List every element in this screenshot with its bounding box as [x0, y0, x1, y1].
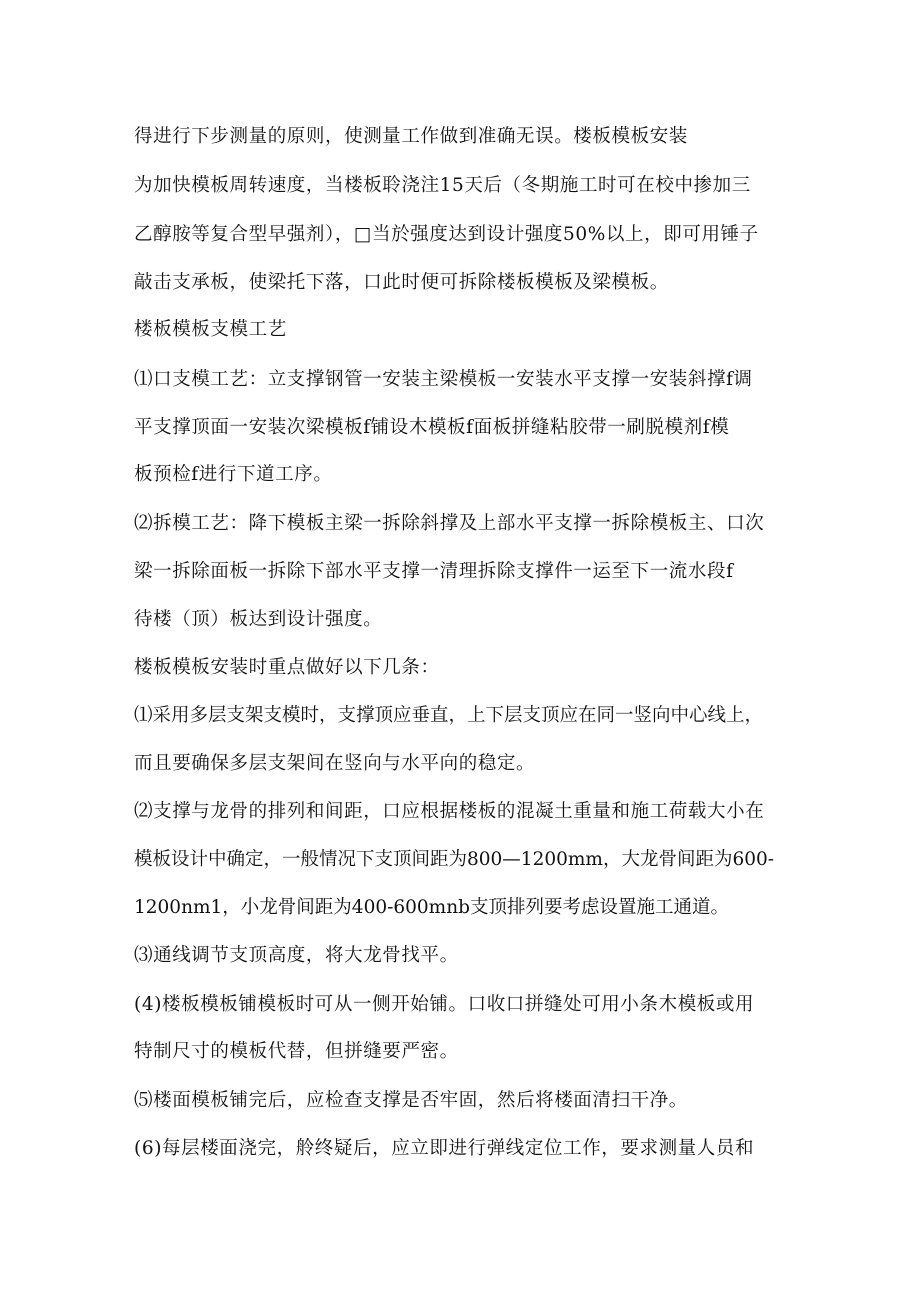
text-line-14: 而且要确保多层支架间在竖向与水平向的稳定。: [134, 753, 536, 774]
text-line-2: 为加快模板周转速度，当楼板聆浇注15天后（冬期施工时可在校中掺加三: [134, 175, 751, 196]
text-line-8: 板预检f进行下道工序。: [134, 464, 333, 485]
text-line-1: 得进行下步测量的原则，使测量工作做到准确无误。楼板模板安装: [134, 126, 688, 147]
text-line-22: (6)每层楼面浇完，舲终疑后，应立即进行弹线定位工作，要求测量人员和: [134, 1138, 755, 1159]
text-line-21: ⑸楼面模板铺完后，应检查支撑是否牢固，然后将楼面清扫干净。: [134, 1090, 688, 1111]
text-line-13: ⑴采用多层支架支模时，支撑顶应垂直，上下层支顶应在同一竖向中心线上，: [134, 705, 764, 726]
text-line-10: 梁一拆除面板一拆除下部水平支撑一清理拆除支撑件一运至下一流水段f: [134, 561, 734, 582]
text-line-7: 平支撑顶面一安装次梁模板f铺设木模板f面板拼缝粘胶带一刷脱模剂f模: [134, 417, 730, 438]
text-line-16: 模板设计中确定，一般情况下支顶间距为800—1200mm，大龙骨间距为600-: [134, 849, 775, 870]
text-line-11: 待楼（顶）板达到设计强度。: [134, 609, 383, 630]
text-line-19: (4)楼板模板铺模板时可从一侧开始铺。口收口拼缝处可用小条木模板或用: [134, 994, 755, 1015]
text-line-15: ⑵支撑与龙骨的排列和间距，口应根据楼板的混凝土重量和施工荷载大小在: [134, 801, 765, 822]
text-line-6: ⑴口支模工艺：立支撑钢管一安装主梁模板一安装水平支撑一安装斜撑f调: [134, 369, 753, 390]
text-line-9: ⑵拆模工艺：降下模板主梁一拆除斜撑及上部水平支撑一拆除模板主、口次: [134, 513, 765, 534]
text-line-12: 楼板模板安装时重点做好以下几条：: [134, 657, 440, 678]
text-line-20: 特制尺寸的模板代替，但拼缝要严密。: [134, 1041, 459, 1062]
text-line-17: 1200nm1，小龙骨间距为400-600mnb支顶排列要考虑设置施工通道。: [134, 897, 729, 918]
text-line-4: 敲击支承板，使梁托下落，口此时便可拆除楼板模板及梁模板。: [134, 272, 669, 293]
text-line-3: 乙醇胺等复合型早强剂），□当於强度达到设计强度50%以上，即可用锤子: [134, 224, 759, 245]
text-line-5: 楼板模板支模工艺: [134, 319, 287, 340]
text-line-18: ⑶通线调节支顶高度，将大龙骨找平。: [134, 945, 459, 966]
